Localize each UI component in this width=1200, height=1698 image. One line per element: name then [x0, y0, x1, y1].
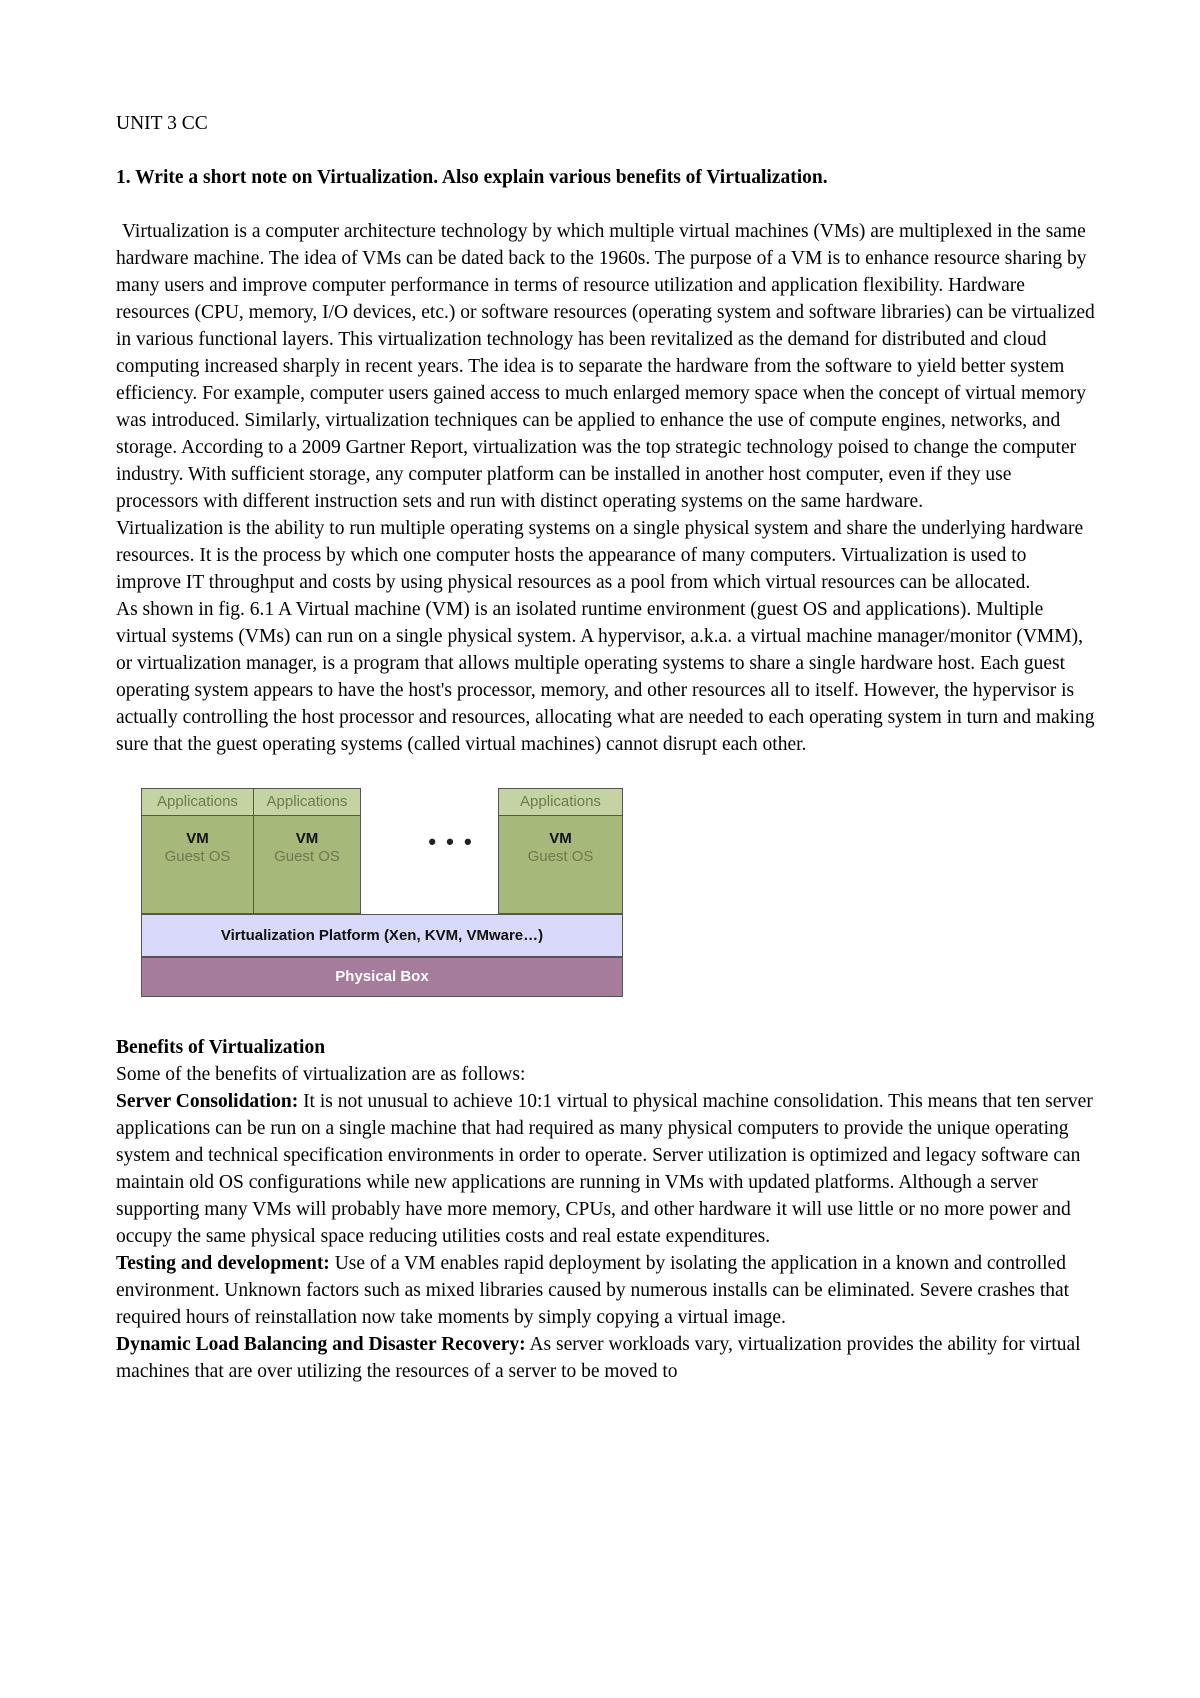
virtualization-diagram	[141, 788, 623, 998]
vm-box-3	[498, 788, 623, 914]
benefit-text: It is not unusual to achieve 10:1 virtual to physical machine consolidation. This means that ten server applications can be run on a single machine that had required as many physical computers to provide the unique operating system and technical specification environments in order to operate. Server utilization is optimized and legacy software can maintain old OS configurations while new applications are running in VMs with updated platforms. Although a server supporting many VMs will probably have more memory, CPUs, and other hardware it will use little or no more power and occupy the same physical space reducing utilities costs and real estate expenditures.	[116, 1091, 1093, 1247]
vm-applications-label: Applications	[499, 789, 622, 816]
paragraph-hypervisor: As shown in fig. 6.1 A Virtual machine (VM) is an isolated runtime environment (guest OS and applications). Multiple virtual systems (VMs) can run on a single physical system. A hypervisor, a.k.a. a virtual machine manager/monitor (VMM), or virtualization manager, is a program that allows multiple operating systems to share a single hardware host. Each guest operating system appears to have the host's processor, memory, and other resources all to itself. However, the hypervisor is actually controlling the host processor and resources, allocating what are needed to each operating system in turn and making sure that the guest operating systems (called virtual machines) cannot disrupt each other.	[116, 599, 1095, 755]
paragraph-definition: Virtualization is the ability to run multiple operating systems on a single physical system and share the underlying hardware resources. It is the process by which one computer hosts the appearance of many computers. Virtualization is used to improve IT throughput and costs by using physical resources as a pool from which virtual resources can be allocated.	[116, 518, 1084, 593]
vm-box-1	[141, 788, 254, 914]
unit-title: UNIT 3 CC	[116, 113, 208, 134]
vm-box-2	[253, 788, 361, 914]
benefit-label: Dynamic Load Balancing and Disaster Recovery:	[116, 1334, 526, 1355]
benefits-heading: Benefits of Virtualization	[116, 1037, 326, 1058]
vm-label: VM	[549, 830, 572, 847]
vm-label: VM	[295, 830, 319, 847]
physical-box-layer: Physical Box	[141, 957, 623, 997]
benefits-intro: Some of the benefits of virtualization are as follows:	[116, 1064, 526, 1085]
benefit-text: As server workloads vary, virtualization provides the ability for virtual machines that are over utilizing the resources of a server to be moved to	[116, 1334, 1081, 1382]
benefit-label: Testing and development:	[116, 1253, 330, 1274]
question-heading: 1. Write a short note on Virtualization. Also explain various benefits of Virtualization.	[116, 167, 828, 188]
guest-os-label: Guest OS	[274, 848, 340, 865]
vm-label: VM	[186, 830, 209, 847]
ellipsis-dots: • • •	[428, 829, 474, 854]
virtualization-platform-layer: Virtualization Platform (Xen, KVM, VMware…)	[141, 914, 623, 957]
benefit-dynamic-load-balancing	[116, 1331, 1096, 1385]
benefit-server-consolidation	[116, 1088, 1096, 1250]
guest-os-label: Guest OS	[164, 848, 231, 865]
benefit-testing-development	[116, 1250, 1096, 1331]
benefit-label: Server Consolidation:	[116, 1091, 299, 1112]
benefit-text: Use of a VM enables rapid deployment by isolating the application in a known and controlled environment. Unknown factors such as mixed libraries caused by numerous installs can be eliminated. Severe crashes that required hours of reinstallation now take moments by simply copying a virtual image.	[116, 1253, 1070, 1328]
document-body	[116, 110, 1096, 1385]
paragraph-intro: Virtualization is a computer architecture technology by which multiple virtual machines (VMs) are multiplexed in the same hardware machine. The idea of VMs can be dated back to the 1960s. The purpose of a VM is to enhance resource sharing by many users and improve computer performance in terms of resource utilization and application flexibility. Hardware resources (CPU, memory, I/O devices, etc.) or software resources (operating system and software libraries) can be virtualized in various functional layers. This virtualization technology has been revitalized as the demand for distributed and cloud computing increased sharply in recent years. The idea is to separate the hardware from the software to yield better system efficiency. For example, computer users gained access to much enlarged memory space when the concept of virtual memory was introduced. Similarly, virtualization techniques can be applied to enhance the use of compute engines, networks, and storage. According to a 2009 Gartner Report, virtualization was the top strategic technology poised to change the computer industry. With sufficient storage, any computer platform can be installed in another host computer, even if they use processors with different instruction sets and run with distinct operating systems on the same hardware.	[116, 221, 1095, 512]
vm-applications-label: Applications	[142, 789, 253, 816]
vm-applications-label: Applications	[254, 789, 360, 816]
guest-os-label: Guest OS	[527, 848, 594, 865]
